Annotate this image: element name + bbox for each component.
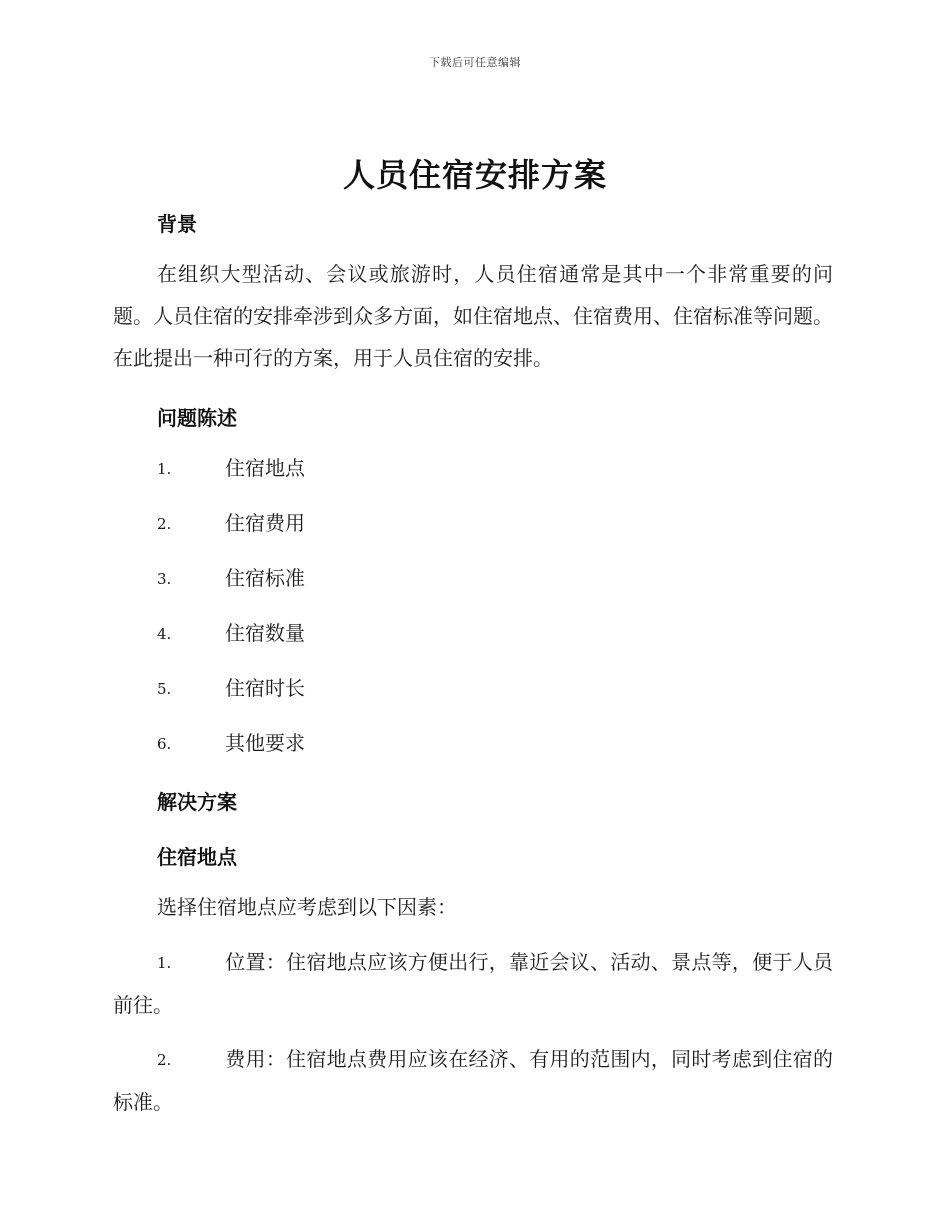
- heading-problem: 问题陈述: [157, 406, 237, 430]
- problem-list-item: [157, 619, 305, 648]
- location-list-item: [113, 941, 833, 1026]
- header-note: 下载后可任意编辑: [429, 56, 521, 69]
- list-number: 2.: [157, 515, 172, 533]
- list-text: 位置：住宿地点应该方便出行，靠近会议、活动、景点等，便于人员前往。: [113, 950, 833, 1017]
- heading-solution: 解决方案: [157, 790, 237, 814]
- list-number: 2.: [157, 1051, 172, 1069]
- list-number: 1.: [157, 460, 172, 478]
- list-text: 住宿数量: [225, 621, 305, 645]
- problem-list-item: [157, 674, 305, 703]
- heading-background: 背景: [157, 212, 197, 236]
- list-number: 1.: [157, 954, 172, 972]
- list-number: 3.: [157, 570, 172, 588]
- problem-list-item: [157, 564, 305, 593]
- list-text: 住宿时长: [225, 676, 305, 700]
- location-intro: 选择住宿地点应考虑到以下因素：: [157, 895, 457, 919]
- list-text: 住宿费用: [225, 511, 305, 535]
- list-number: 6.: [157, 735, 172, 753]
- list-number: 4.: [157, 625, 172, 643]
- list-text: 住宿标准: [225, 566, 305, 590]
- document-title: 人员住宿安排方案: [342, 156, 607, 194]
- problem-list-item: [157, 454, 305, 483]
- problem-list-item: [157, 509, 305, 538]
- list-number: 5.: [157, 680, 172, 698]
- problem-list-item: [157, 729, 305, 758]
- heading-location: 住宿地点: [157, 845, 237, 869]
- list-text: 其他要求: [225, 731, 305, 755]
- list-text: 费用：住宿地点费用应该在经济、有用的范围内，同时考虑到住宿的标准。: [113, 1047, 833, 1114]
- list-text: 住宿地点: [225, 456, 305, 480]
- background-paragraph: 在组织大型活动、会议或旅游时，人员住宿通常是其中一个非常重要的问题。人员住宿的安排牵涉到众多方面，如住宿地点、住宿费用、住宿标准等问题。在此提出一种可行的方案，用于人员住宿的安排。: [113, 262, 833, 370]
- location-list-item: [113, 1038, 833, 1123]
